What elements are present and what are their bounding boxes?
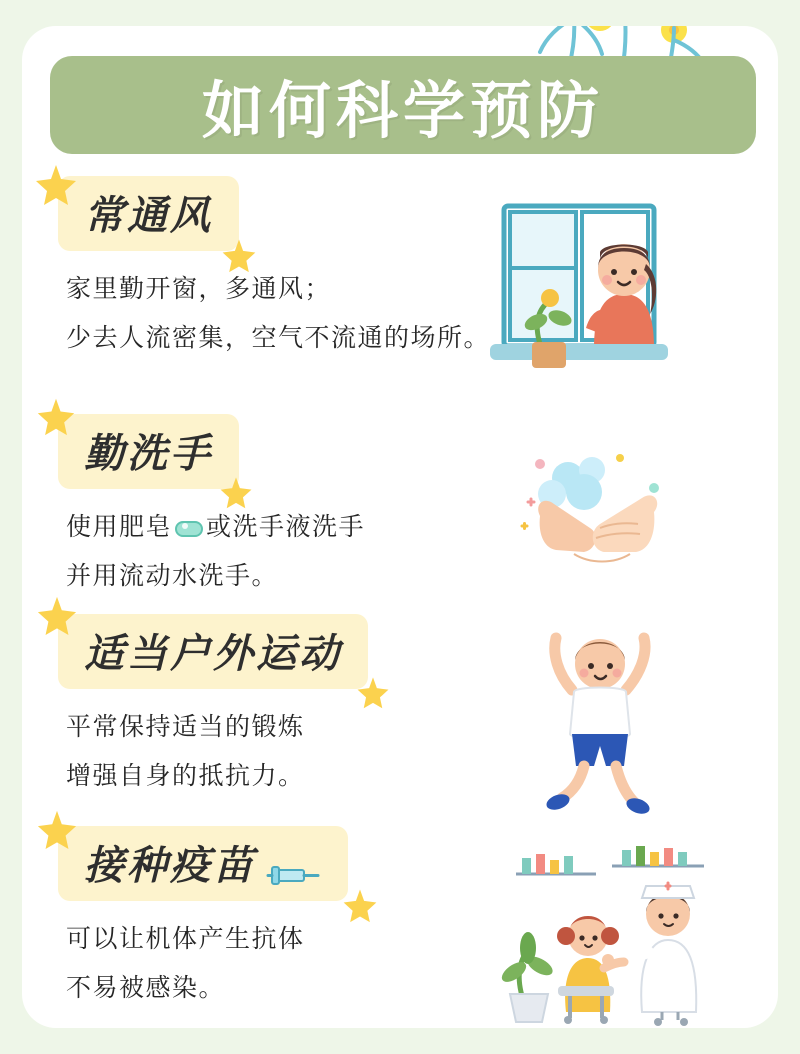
body-line: 少去人流密集，空气不流通的场所。 <box>66 323 491 352</box>
window-woman-illustration <box>474 198 694 388</box>
heading-exercise: 适当户外运动 <box>84 632 342 676</box>
soap-bar-icon <box>174 517 204 539</box>
section-handwashing <box>22 414 778 601</box>
body-line: 家里勤开窗，多通风； <box>66 275 332 303</box>
body-line: 并用流动水洗手。 <box>66 561 279 590</box>
body-line-suffix: 或洗手液洗手 <box>206 513 366 541</box>
page-title: 如何科学预防 <box>201 76 604 146</box>
heading-ventilation-highlight <box>58 176 239 251</box>
poster-title-banner <box>50 56 756 154</box>
jumping-child-illustration <box>522 616 692 816</box>
doctor-vaccinating-child-illustration <box>492 836 722 1026</box>
heading-exercise-wrap <box>58 614 368 689</box>
heading-vaccination-wrap <box>58 826 348 901</box>
section-ventilation <box>22 176 778 363</box>
heading-ventilation: 常通风 <box>84 194 213 238</box>
section-outdoor-exercise <box>22 614 778 801</box>
heading-handwashing-highlight <box>58 414 239 489</box>
heading-handwashing: 勤洗手 <box>84 432 213 476</box>
section-vaccination <box>22 826 778 1013</box>
heading-vaccination-highlight <box>58 826 348 901</box>
body-line-prefix: 使用肥皂 <box>66 513 173 541</box>
body-line: 增强自身的抵抗力。 <box>66 761 305 790</box>
poster-card <box>22 26 778 1028</box>
heading-handwashing-wrap <box>58 414 239 489</box>
body-line: 平常保持适当的锻炼 <box>66 713 305 741</box>
body-line: 可以让机体产生抗体 <box>66 925 305 953</box>
heading-vaccination: 接种疫苗 <box>84 844 256 888</box>
washing-hands-illustration <box>504 442 694 592</box>
heading-exercise-highlight <box>58 614 368 689</box>
syringe-icon <box>266 861 322 889</box>
body-line: 不易被感染。 <box>66 973 226 1002</box>
heading-ventilation-wrap <box>58 176 239 251</box>
